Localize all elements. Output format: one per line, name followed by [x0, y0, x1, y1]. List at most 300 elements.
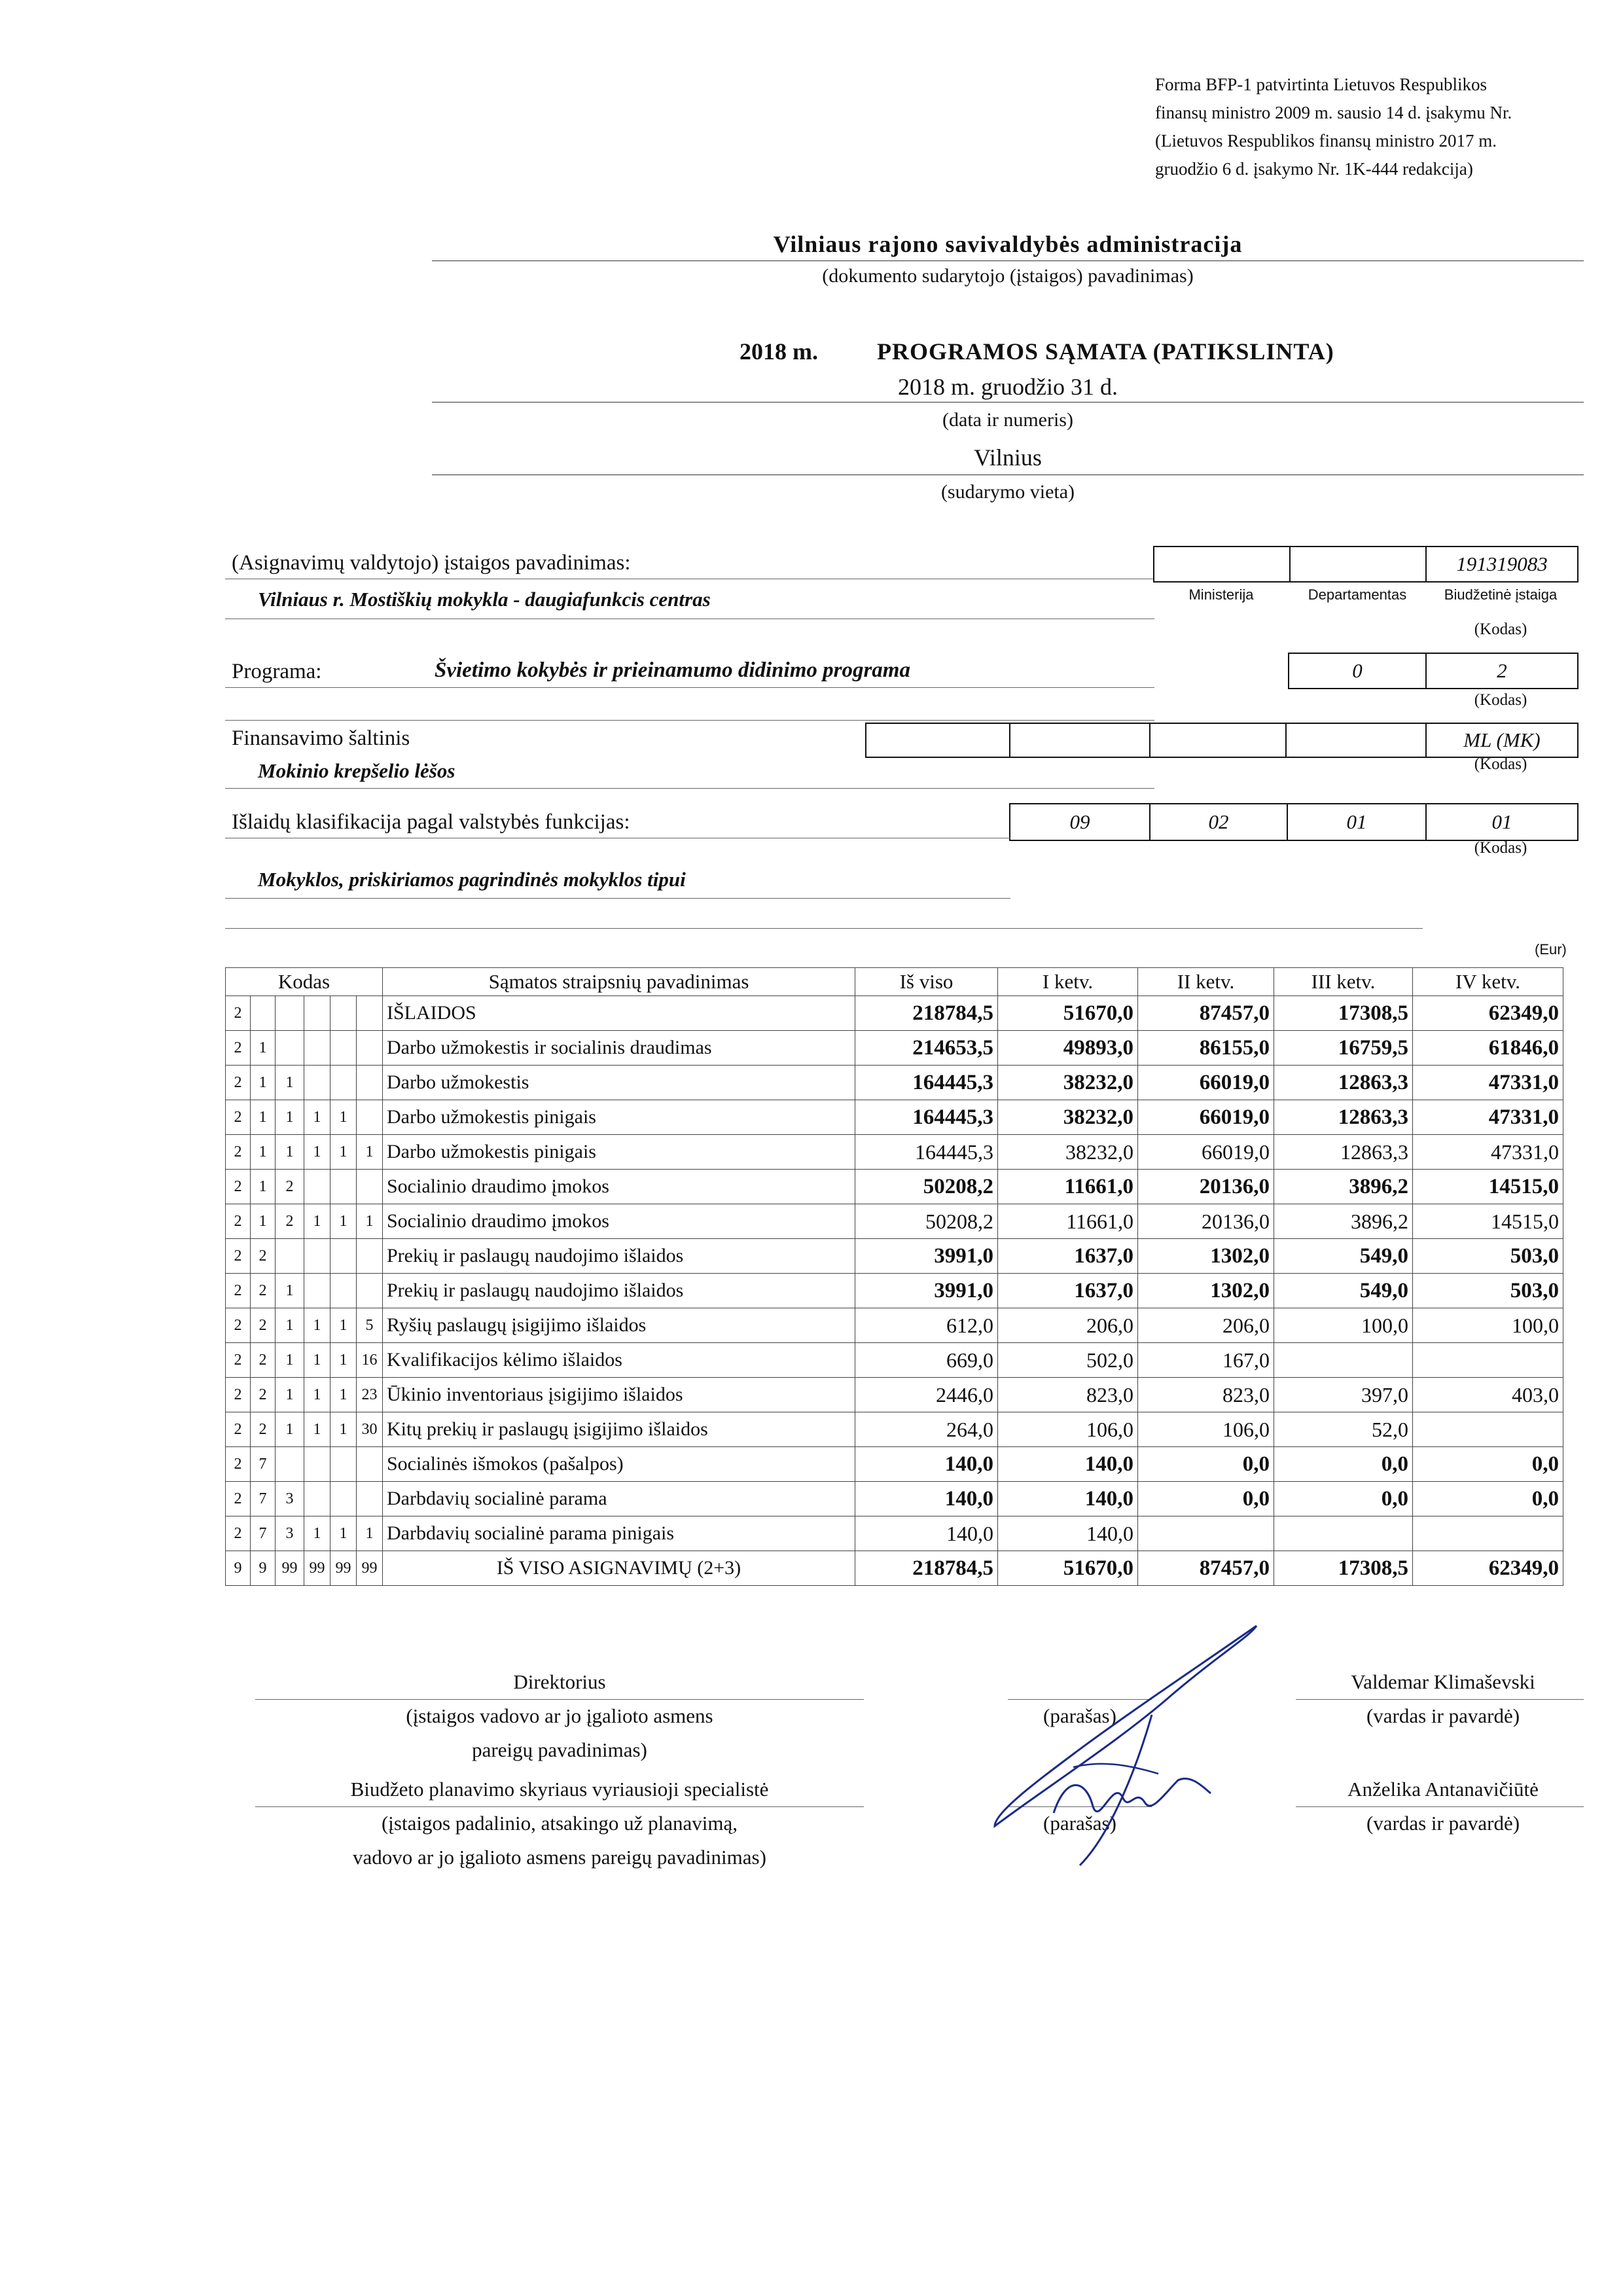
value-cell: 1302,0 — [1138, 1239, 1274, 1274]
code-cell: 2 — [226, 1343, 251, 1378]
code-cell — [330, 1274, 357, 1308]
value-cell: 140,0 — [855, 1482, 998, 1516]
divider — [225, 928, 1423, 929]
classification-name: Mokyklos, priskiriamos pagrindinės mokyklos tipui — [258, 868, 686, 891]
code-cell: 2 — [226, 1274, 251, 1308]
code-cell: 7 — [251, 1447, 276, 1482]
code-cell: 2 — [276, 1170, 304, 1204]
code-cell: 0 — [1289, 654, 1427, 688]
code-cell: 1 — [304, 1412, 330, 1447]
code-cell — [304, 1239, 330, 1274]
program-label: Programa: — [232, 660, 322, 683]
code-cell: 1 — [357, 1204, 383, 1239]
code-cell: 1 — [304, 1204, 330, 1239]
value-cell: 1637,0 — [998, 1274, 1138, 1308]
value-cell: 51670,0 — [998, 1551, 1138, 1586]
table-row — [226, 1516, 1563, 1551]
value-cell: 66019,0 — [1138, 1100, 1274, 1135]
table-row — [226, 1170, 1563, 1204]
value-cell: 164445,3 — [855, 1066, 998, 1100]
code-cell — [866, 724, 1010, 757]
code-cell: 1 — [251, 1066, 276, 1100]
item-name-cell: Ryšių paslaugų įsigijimo išlaidos — [383, 1308, 855, 1343]
value-cell: 11661,0 — [998, 1204, 1138, 1239]
code-cell: 1 — [330, 1308, 357, 1343]
divider — [225, 720, 1154, 721]
table-row — [226, 1308, 1563, 1343]
code-cell — [330, 1170, 357, 1204]
value-cell: 106,0 — [998, 1412, 1138, 1447]
value-cell: 669,0 — [855, 1343, 998, 1378]
code-cell — [357, 1066, 383, 1100]
item-name-cell: Kitų prekių ir paslaugų įsigijimo išlaidos — [383, 1412, 855, 1447]
value-cell: 20136,0 — [1138, 1204, 1274, 1239]
code-cell: 2 — [226, 1204, 251, 1239]
value-cell: 100,0 — [1274, 1308, 1413, 1343]
value-cell: 86155,0 — [1138, 1031, 1274, 1066]
value-cell: 66019,0 — [1138, 1135, 1274, 1170]
value-cell: 0,0 — [1138, 1447, 1274, 1482]
code-cell: 2 — [251, 1343, 276, 1378]
value-cell: 549,0 — [1274, 1239, 1413, 1274]
column-header: I ketv. — [998, 968, 1138, 996]
value-cell: 50208,2 — [855, 1204, 998, 1239]
code-cell — [1010, 724, 1150, 757]
kodas-caption: (Kodas) — [1474, 839, 1527, 857]
code-cell: 2 — [251, 1274, 276, 1308]
director-name: Valdemar Klimaševski — [1351, 1670, 1535, 1693]
code-cell: 2 — [226, 1170, 251, 1204]
item-name-cell: Darbdavių socialinė parama pinigais — [383, 1516, 855, 1551]
value-cell: 49893,0 — [998, 1031, 1138, 1066]
value-cell: 62349,0 — [1413, 1551, 1563, 1586]
value-cell: 549,0 — [1274, 1274, 1413, 1308]
code-cell: 1 — [330, 1100, 357, 1135]
value-cell: 14515,0 — [1413, 1170, 1563, 1204]
value-cell: 38232,0 — [998, 1100, 1138, 1135]
value-cell: 52,0 — [1274, 1412, 1413, 1447]
value-cell: 51670,0 — [998, 996, 1138, 1031]
value-cell: 47331,0 — [1413, 1135, 1563, 1170]
value-cell: 16759,5 — [1274, 1031, 1413, 1066]
code-cell — [1291, 547, 1427, 581]
code-cell: ML (MK) — [1463, 728, 1541, 751]
currency-label: (Eur) — [1535, 941, 1567, 958]
value-cell: 0,0 — [1274, 1447, 1413, 1482]
item-name-cell: Socialinės išmokos (pašalpos) — [383, 1447, 855, 1482]
table-row — [226, 1274, 1563, 1308]
code-cell — [276, 996, 304, 1031]
director-title: Direktorius — [513, 1670, 606, 1693]
code-cell: 1 — [276, 1100, 304, 1135]
director-caption: (įstaigos vadovo ar jo įgalioto asmens — [406, 1704, 713, 1727]
value-cell: 0,0 — [1138, 1482, 1274, 1516]
code-cell: 2 — [226, 1308, 251, 1343]
kodas-caption: (Kodas) — [1474, 691, 1527, 709]
value-cell: 3991,0 — [855, 1274, 998, 1308]
document-place: Vilnius — [974, 444, 1042, 471]
code-cell: 1 — [304, 1378, 330, 1412]
code-cell: 16 — [357, 1343, 383, 1378]
code-cell: 01 — [1288, 804, 1427, 840]
value-cell: 38232,0 — [998, 1135, 1138, 1170]
note-line: (Lietuvos Respublikos finansų ministro 2017 m. — [1155, 131, 1497, 151]
item-name-cell: Kvalifikacijos kėlimo išlaidos — [383, 1343, 855, 1378]
table-row — [226, 1551, 1563, 1586]
value-cell: 17308,5 — [1274, 996, 1413, 1031]
value-cell: 167,0 — [1138, 1343, 1274, 1378]
code-cell — [1287, 724, 1427, 757]
value-cell: 503,0 — [1413, 1239, 1563, 1274]
program-code-boxes — [1288, 653, 1578, 689]
code-cell: 99 — [304, 1551, 330, 1586]
code-cell: 2 — [251, 1412, 276, 1447]
item-name-cell: Darbo užmokestis pinigais — [383, 1100, 855, 1135]
value-cell — [1413, 1343, 1563, 1378]
code-cell: 3 — [276, 1516, 304, 1551]
value-cell — [1413, 1412, 1563, 1447]
value-cell — [1274, 1516, 1413, 1551]
value-cell: 87457,0 — [1138, 1551, 1274, 1586]
value-cell: 140,0 — [998, 1482, 1138, 1516]
value-cell: 218784,5 — [855, 996, 998, 1031]
code-cell: 191319083 — [1456, 552, 1548, 575]
value-cell: 20136,0 — [1138, 1170, 1274, 1204]
item-name-cell: Prekių ir paslaugų naudojimo išlaidos — [383, 1274, 855, 1308]
table-row — [226, 1031, 1563, 1066]
code-cell: 1 — [304, 1135, 330, 1170]
classification-code-boxes — [1009, 803, 1578, 841]
value-cell: 218784,5 — [855, 1551, 998, 1586]
code-cell: 1 — [330, 1516, 357, 1551]
value-cell: 397,0 — [1274, 1378, 1413, 1412]
value-cell: 66019,0 — [1138, 1066, 1274, 1100]
item-name-cell: Prekių ir paslaugų naudojimo išlaidos — [383, 1239, 855, 1274]
code-cell: 1 — [251, 1170, 276, 1204]
code-cell: 2 — [226, 1100, 251, 1135]
code-cell: 1 — [276, 1378, 304, 1412]
value-cell: 612,0 — [855, 1308, 998, 1343]
table-row — [226, 1412, 1563, 1447]
code-cell: 99 — [330, 1551, 357, 1586]
code-cell: 23 — [357, 1378, 383, 1412]
code-caption: Departamentas — [1308, 586, 1407, 603]
value-cell: 17308,5 — [1274, 1551, 1413, 1586]
code-cell: 1 — [357, 1516, 383, 1551]
value-cell: 38232,0 — [998, 1066, 1138, 1100]
value-cell: 823,0 — [998, 1378, 1138, 1412]
assignee-name: Vilniaus r. Mostiškių mokykla - daugiafunkcis centras — [258, 588, 711, 611]
value-cell: 87457,0 — [1138, 996, 1274, 1031]
value-cell: 0,0 — [1413, 1447, 1563, 1482]
code-cell: 1 — [330, 1412, 357, 1447]
code-cell: 1 — [276, 1066, 304, 1100]
value-cell: 140,0 — [855, 1516, 998, 1551]
table-row — [226, 1066, 1563, 1100]
value-cell: 214653,5 — [855, 1031, 998, 1066]
code-cell: 5 — [357, 1308, 383, 1343]
document-year: 2018 m. — [740, 338, 818, 365]
item-name-cell: Darbdavių socialinė parama — [383, 1482, 855, 1516]
code-cell — [330, 1239, 357, 1274]
table-row — [226, 1239, 1563, 1274]
code-cell: 1 — [251, 1204, 276, 1239]
code-cell — [304, 1066, 330, 1100]
code-cell — [304, 996, 330, 1031]
funding-label: Finansavimo šaltinis — [232, 726, 410, 750]
code-cell: 1 — [276, 1135, 304, 1170]
code-cell: 1 — [276, 1274, 304, 1308]
document-title: PROGRAMOS SĄMATA (PATIKSLINTA) — [877, 338, 1334, 365]
code-cell — [357, 1031, 383, 1066]
code-cell: 2 — [251, 1378, 276, 1412]
code-cell — [330, 1482, 357, 1516]
code-cell: 1 — [251, 1100, 276, 1135]
code-cell — [276, 1031, 304, 1066]
planner-name: Anželika Antanavičiūtė — [1347, 1778, 1539, 1801]
assignee-code-boxes — [1153, 546, 1578, 583]
divider — [432, 260, 1584, 261]
divider — [255, 1699, 864, 1700]
value-cell: 264,0 — [855, 1412, 998, 1447]
code-cell: 2 — [226, 996, 251, 1031]
code-cell — [304, 1482, 330, 1516]
code-cell: 9 — [251, 1551, 276, 1586]
code-cell: 99 — [276, 1551, 304, 1586]
value-cell: 164445,3 — [855, 1135, 998, 1170]
column-header: Iš viso — [855, 968, 998, 996]
code-caption: Biudžetinė įstaiga — [1444, 586, 1558, 603]
divider — [225, 687, 1154, 688]
code-cell — [357, 1447, 383, 1482]
value-cell: 14515,0 — [1413, 1204, 1563, 1239]
code-cell: 1 — [251, 1031, 276, 1066]
value-cell: 12863,3 — [1274, 1066, 1413, 1100]
document-date: 2018 m. gruodžio 31 d. — [898, 374, 1118, 400]
code-cell: 09 — [1010, 804, 1150, 840]
note-line: Forma BFP-1 patvirtinta Lietuvos Respublikos — [1155, 75, 1487, 94]
table-row — [226, 1482, 1563, 1516]
code-cell: 2 — [226, 1135, 251, 1170]
code-cell: 2 — [226, 1378, 251, 1412]
code-cell: 9 — [226, 1551, 251, 1586]
code-cell — [357, 1170, 383, 1204]
code-cell: 2 — [276, 1204, 304, 1239]
value-cell: 62349,0 — [1413, 996, 1563, 1031]
value-cell: 140,0 — [998, 1447, 1138, 1482]
code-cell: 2 — [226, 1066, 251, 1100]
code-cell — [304, 1031, 330, 1066]
table-row — [226, 1100, 1563, 1135]
code-cell: 7 — [251, 1482, 276, 1516]
planner-caption: (įstaigos padalinio, atsakingo už planavimą, — [381, 1812, 738, 1835]
code-cell: 1 — [330, 1135, 357, 1170]
signature-caption: (parašas) — [1043, 1812, 1116, 1835]
code-cell: 1 — [330, 1378, 357, 1412]
code-cell: 2 — [1497, 659, 1507, 682]
value-cell: 12863,3 — [1274, 1135, 1413, 1170]
program-name: Švietimo kokybės ir prieinamumo didinimo programa — [435, 658, 910, 682]
code-cell — [330, 1066, 357, 1100]
item-name-cell: Socialinio draudimo įmokos — [383, 1170, 855, 1204]
code-cell — [330, 1031, 357, 1066]
table-row — [226, 1343, 1563, 1378]
divider — [1296, 1806, 1584, 1807]
value-cell: 140,0 — [998, 1516, 1138, 1551]
date-caption: (data ir numeris) — [942, 409, 1073, 431]
note-line: finansų ministro 2009 m. sausio 14 d. įsakymu Nr. — [1155, 103, 1512, 122]
value-cell: 47331,0 — [1413, 1100, 1563, 1135]
funding-code-boxes — [865, 723, 1578, 758]
code-cell — [330, 996, 357, 1031]
value-cell: 12863,3 — [1274, 1100, 1413, 1135]
code-cell: 1 — [276, 1308, 304, 1343]
item-name-cell: Darbo užmokestis pinigais — [383, 1135, 855, 1170]
column-header: Kodas — [226, 968, 383, 996]
code-cell: 2 — [226, 1031, 251, 1066]
planner-title: Biudžeto planavimo skyriaus vyriausioji specialistė — [350, 1778, 769, 1801]
code-cell: 2 — [226, 1516, 251, 1551]
value-cell: 50208,2 — [855, 1170, 998, 1204]
code-cell: 1 — [251, 1135, 276, 1170]
column-header: II ketv. — [1138, 968, 1274, 996]
item-name-cell: IŠLAIDOS — [383, 996, 855, 1031]
value-cell: 47331,0 — [1413, 1066, 1563, 1100]
divider — [1296, 1699, 1584, 1700]
code-cell — [304, 1274, 330, 1308]
institution-name: Vilniaus rajono savivaldybės administracija — [773, 231, 1243, 257]
code-cell: 2 — [226, 1447, 251, 1482]
code-cell — [1150, 724, 1287, 757]
table-row — [226, 1204, 1563, 1239]
signature-caption: (parašas) — [1043, 1704, 1116, 1727]
value-cell: 502,0 — [998, 1343, 1138, 1378]
kodas-caption: (Kodas) — [1474, 755, 1527, 773]
value-cell: 140,0 — [855, 1447, 998, 1482]
table-row — [226, 1135, 1563, 1170]
code-cell: 01 — [1491, 810, 1512, 833]
column-header: Sąmatos straipsnių pavadinimas — [383, 968, 855, 996]
code-cell — [276, 1447, 304, 1482]
value-cell: 3991,0 — [855, 1239, 998, 1274]
divider — [255, 1806, 864, 1807]
code-cell: 1 — [304, 1516, 330, 1551]
funding-name: Mokinio krepšelio lėšos — [258, 759, 455, 782]
code-cell: 7 — [251, 1516, 276, 1551]
value-cell: 3896,2 — [1274, 1204, 1413, 1239]
note-line: gruodžio 6 d. įsakymo Nr. 1K-444 redakcija) — [1155, 159, 1473, 179]
director-caption: pareigų pavadinimas) — [472, 1738, 647, 1761]
item-name-cell: IŠ VISO ASIGNAVIMŲ (2+3) — [383, 1551, 855, 1586]
handwritten-signature-icon — [955, 1617, 1270, 1878]
table-body — [226, 996, 1563, 1586]
item-name-cell: Socialinio draudimo įmokos — [383, 1204, 855, 1239]
code-cell: 99 — [357, 1551, 383, 1586]
value-cell: 0,0 — [1274, 1482, 1413, 1516]
item-name-cell: Ūkinio inventoriaus įsigijimo išlaidos — [383, 1378, 855, 1412]
code-cell: 1 — [276, 1343, 304, 1378]
value-cell: 11661,0 — [998, 1170, 1138, 1204]
code-caption: Ministerija — [1188, 586, 1254, 603]
code-cell: 1 — [330, 1204, 357, 1239]
value-cell — [1274, 1343, 1413, 1378]
code-cell — [1154, 547, 1291, 581]
value-cell: 2446,0 — [855, 1378, 998, 1412]
item-name-cell: Darbo užmokestis — [383, 1066, 855, 1100]
planner-caption: vadovo ar jo įgalioto asmens pareigų pavadinimas) — [353, 1846, 766, 1869]
divider — [225, 788, 1154, 789]
code-cell — [304, 1447, 330, 1482]
value-cell: 106,0 — [1138, 1412, 1274, 1447]
divider — [225, 898, 1010, 899]
code-cell: 1 — [304, 1343, 330, 1378]
code-cell — [357, 1100, 383, 1135]
value-cell — [1413, 1516, 1563, 1551]
code-cell: 2 — [226, 1412, 251, 1447]
value-cell: 1637,0 — [998, 1239, 1138, 1274]
value-cell: 3896,2 — [1274, 1170, 1413, 1204]
value-cell: 61846,0 — [1413, 1031, 1563, 1066]
value-cell: 403,0 — [1413, 1378, 1563, 1412]
form-approval-note — [1155, 71, 1522, 183]
kodas-caption: (Kodas) — [1474, 620, 1527, 638]
code-cell: 2 — [251, 1308, 276, 1343]
code-cell — [357, 1239, 383, 1274]
code-cell: 2 — [251, 1239, 276, 1274]
budget-table — [225, 967, 1563, 1586]
name-caption: (vardas ir pavardė) — [1366, 1704, 1520, 1727]
code-cell — [276, 1239, 304, 1274]
value-cell: 206,0 — [998, 1308, 1138, 1343]
code-cell — [357, 1274, 383, 1308]
value-cell — [1138, 1516, 1274, 1551]
code-cell: 3 — [276, 1482, 304, 1516]
code-cell — [357, 1482, 383, 1516]
value-cell: 164445,3 — [855, 1100, 998, 1135]
code-cell: 02 — [1150, 804, 1288, 840]
value-cell: 100,0 — [1413, 1308, 1563, 1343]
name-caption: (vardas ir pavardė) — [1366, 1812, 1520, 1835]
code-cell: 1 — [276, 1412, 304, 1447]
code-cell: 1 — [330, 1343, 357, 1378]
value-cell: 503,0 — [1413, 1274, 1563, 1308]
column-header: III ketv. — [1274, 968, 1413, 996]
value-cell: 823,0 — [1138, 1378, 1274, 1412]
classification-label: Išlaidų klasifikacija pagal valstybės funkcijas: — [232, 810, 630, 834]
value-cell: 0,0 — [1413, 1482, 1563, 1516]
code-cell: 2 — [226, 1239, 251, 1274]
table-row — [226, 1378, 1563, 1412]
code-cell: 1 — [304, 1308, 330, 1343]
code-cell: 2 — [226, 1482, 251, 1516]
code-cell: 1 — [357, 1135, 383, 1170]
table-row — [226, 996, 1563, 1031]
divider — [432, 402, 1584, 403]
code-cell — [251, 996, 276, 1031]
institution-caption: (dokumento sudarytojo (įstaigos) pavadinimas) — [822, 265, 1194, 287]
value-cell: 1302,0 — [1138, 1274, 1274, 1308]
code-cell: 30 — [357, 1412, 383, 1447]
table-header-row — [226, 968, 1563, 996]
table-row — [226, 1447, 1563, 1482]
code-cell — [304, 1170, 330, 1204]
item-name-cell: Darbo užmokestis ir socialinis draudimas — [383, 1031, 855, 1066]
code-cell — [330, 1447, 357, 1482]
assignee-label: (Asignavimų valdytojo) įstaigos pavadinimas: — [232, 551, 631, 575]
column-header: IV ketv. — [1413, 968, 1563, 996]
code-cell: 1 — [304, 1100, 330, 1135]
code-cell — [357, 996, 383, 1031]
